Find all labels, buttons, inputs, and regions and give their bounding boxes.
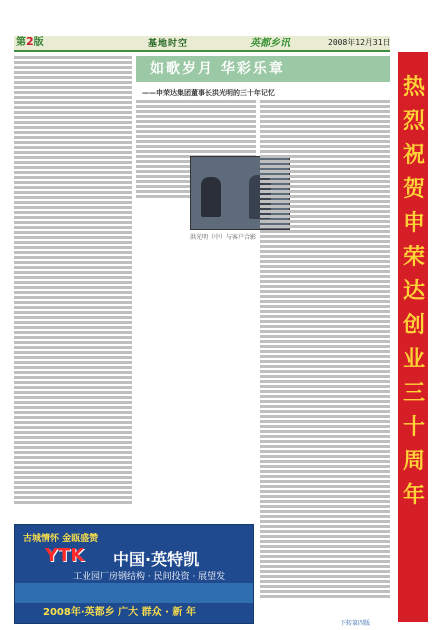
side-banner-text: 热烈祝贺申荣达创业三十周年 (403, 74, 426, 508)
advertisement (14, 524, 254, 624)
issue-date: 2008年12月31日 (328, 38, 391, 47)
ad-tagline: 古城情怀 金瓯盛赞 (23, 534, 99, 544)
continue-link[interactable]: 下转第四版 (340, 620, 371, 627)
ad-brand: YTK (45, 545, 85, 566)
issue-prefix: 第 (16, 37, 26, 48)
ad-brand-cn: 中国·英特凯 (113, 550, 200, 569)
paper-name: 英都乡讯 (250, 38, 290, 49)
article-headline: 如歌岁月 华彩乐章 (150, 61, 285, 77)
text-column-right (260, 100, 390, 610)
photo-caption: 洪光明（中）与客户合影 (190, 234, 257, 241)
ad-building-strip (15, 583, 253, 603)
article-subhead: ——申荣达集团董事长洪光明的三十年记忆 (142, 89, 275, 97)
issue-num: 2 (26, 35, 34, 48)
ad-subtitle: 工业园厂房钢结构 · 民间投资 · 展望发 (73, 572, 226, 582)
issue-number (16, 33, 44, 48)
ad-bottom-text: 2008年·英都乡 广大 群众 · 新 年 (43, 607, 196, 618)
text-column-left (14, 56, 132, 520)
issue-suffix: 版 (33, 37, 44, 48)
section-title: 基地时空 (148, 39, 189, 49)
